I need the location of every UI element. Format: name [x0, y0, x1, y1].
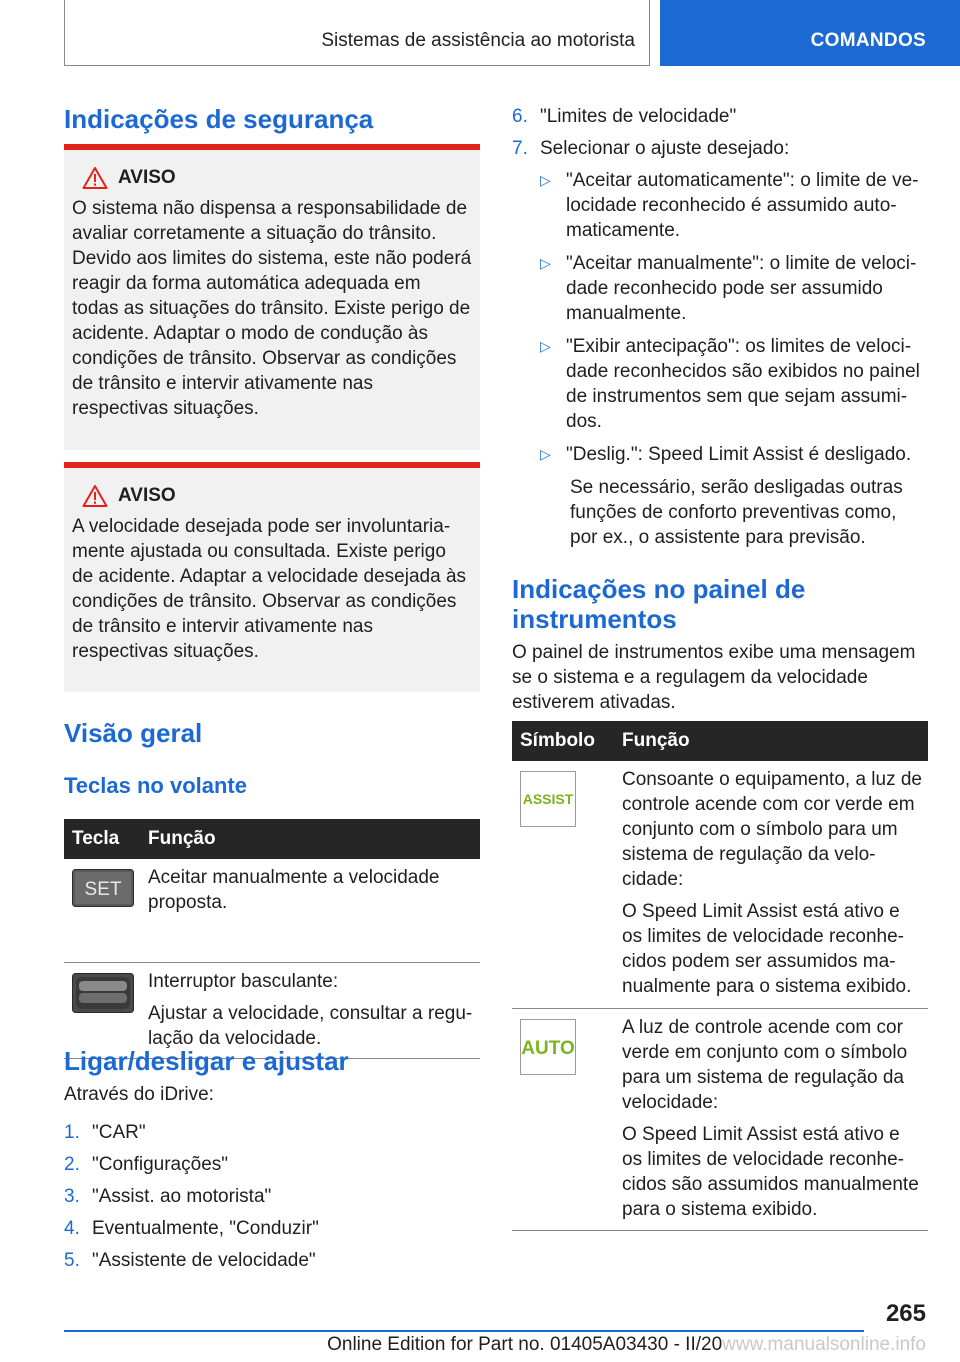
list-item	[64, 1216, 319, 1241]
footer-edition	[0, 1334, 926, 1356]
column-header-symbol: Símbolo	[520, 730, 595, 751]
auto-symbol-icon	[520, 1019, 576, 1075]
step-number: 2.	[64, 1154, 80, 1175]
option-text: "Aceitar automaticamente": o limite de velocidade reconhecido é assumido automaticamente.	[566, 170, 919, 241]
options-block	[536, 168, 928, 550]
warning-header	[82, 164, 472, 192]
options-list	[536, 168, 928, 467]
triangle-bullet-icon: ▷	[540, 338, 551, 354]
heading-safety: Indicações de segurança	[64, 104, 374, 134]
list-item	[64, 1152, 319, 1177]
step-text: "Assist. ao motorista"	[92, 1186, 272, 1207]
step-text: "Assistente de velocidade"	[92, 1250, 316, 1271]
assist-symbol-icon	[520, 771, 576, 827]
keys-table	[64, 819, 480, 1059]
warning-triangle-icon	[82, 166, 108, 190]
column-header-key: Tecla	[72, 828, 120, 849]
triangle-bullet-icon: ▷	[540, 172, 551, 188]
list-item	[64, 1184, 319, 1209]
footer-watermark: www.manualsonline.info	[722, 1334, 926, 1355]
function-text: Ajustar a velocidade, consultar a regulação da velocidade.	[148, 1003, 473, 1049]
heading-on-off-adjust: Ligar/desligar e ajustar	[64, 1046, 349, 1076]
step-number: 1.	[64, 1122, 80, 1143]
step-text: Eventualmente, "Conduzir"	[92, 1218, 319, 1239]
table-row	[64, 963, 480, 1059]
function-text: Interruptor basculante:	[148, 971, 339, 992]
list-item	[536, 251, 928, 326]
rocker-switch-image	[64, 963, 148, 1058]
table-row	[512, 761, 928, 1009]
function-cell	[622, 1009, 928, 1230]
steps-list-continued	[512, 104, 928, 168]
footer-edition-text: Online Edition for Part no. 01405A03430 - II/20	[327, 1334, 723, 1355]
list-item	[536, 442, 928, 467]
list-item	[536, 168, 928, 243]
column-header-function: Função	[148, 828, 216, 849]
list-item	[64, 1120, 319, 1145]
set-button-label: SET	[84, 879, 122, 900]
header-section-title: Sistemas de assistência ao motorista	[321, 30, 635, 51]
step-text: "Configurações"	[92, 1154, 229, 1175]
warning-triangle-icon	[82, 484, 108, 508]
list-item	[512, 104, 928, 129]
step-number: 4.	[64, 1218, 80, 1239]
function-cell	[148, 963, 480, 1058]
page-number: 265	[885, 1300, 926, 1327]
warning-title: AVISO	[118, 167, 176, 188]
symbol-cell	[512, 761, 622, 1008]
symbols-table	[512, 721, 928, 1231]
list-item	[64, 1248, 319, 1273]
warning-text: O sistema não dispensa a responsabilidade de avaliar corretamente a situação do trânsito. Devido aos limites do sistema, este não poderá reagir da forma automática adequada em todas as situações do trânsito. Existe perigo de acidente. Adaptar o modo de condução às condições de trânsito. Observar as condições de trânsito e intervir ativamente nas respectivas situações.	[72, 198, 472, 419]
column-header-function: Função	[622, 730, 690, 751]
function-cell	[622, 761, 928, 1008]
via-idrive-text: Através do iDrive:	[64, 1084, 214, 1105]
steps-list	[64, 1120, 319, 1280]
function-text: O Speed Limit Assist está ativo e os limites de velocidade reconhecidos podem ser assumidos manualmente para o sistema exibido.	[622, 901, 912, 997]
step-text: "Limites de velocidade"	[540, 106, 737, 127]
list-item	[536, 334, 928, 434]
warning-box-2	[64, 462, 480, 692]
function-text: Consoante o equipamento, a luz de controle acende com cor verde em conjunto com o símbolo para um sistema de regulação da velocidade:	[622, 769, 922, 890]
step-number: 7.	[512, 138, 528, 159]
header-section-box	[64, 0, 650, 66]
header-chapter-tab	[660, 0, 960, 66]
function-cell	[148, 859, 480, 962]
triangle-bullet-icon: ▷	[540, 255, 551, 271]
set-button-icon	[72, 869, 134, 907]
auto-symbol-label: AUTO	[521, 1038, 575, 1059]
warning-box-1	[64, 144, 480, 450]
table-row	[64, 859, 480, 963]
step-number: 5.	[64, 1250, 80, 1271]
set-button-image	[64, 859, 148, 962]
step-number: 6.	[512, 106, 528, 127]
option-text: "Exibir antecipação": os limites de velocidade reconhecidos são exibidos no painel de instrumentos sem que sejam assumidos.	[566, 336, 920, 432]
table-row	[512, 1009, 928, 1231]
cluster-intro-text: O painel de instrumentos exibe uma mensagem se o sistema e a regulagem da velocidade estiverem ativadas.	[512, 642, 916, 713]
step-text: Selecionar o ajuste desejado:	[540, 138, 790, 159]
triangle-bullet-icon: ▷	[540, 446, 551, 462]
warning-text: A velocidade desejada pode ser involuntariamente ajustada ou consultada. Existe perigo de acidente. Adaptar a velocidade desejada às condições de trânsito. Observar as condições de trânsito e intervir ativamente nas respectivas situações.	[72, 516, 467, 662]
subheading-steering-keys: Teclas no volante	[64, 773, 247, 798]
symbol-cell	[512, 1009, 622, 1230]
step-number: 3.	[64, 1186, 80, 1207]
list-item	[512, 136, 928, 161]
warning-header	[82, 482, 472, 510]
heading-cluster-indications: Indicações no painel de instrumentos	[512, 574, 806, 634]
footer-rule	[64, 1330, 864, 1332]
warning-title: AVISO	[118, 485, 176, 506]
option-text: "Aceitar manualmente": o limite de velocidade reconhecido pode ser assumido manualmente.	[566, 253, 917, 324]
rocker-switch-icon	[72, 973, 134, 1013]
heading-overview: Visão geral	[64, 718, 203, 748]
table-header	[512, 721, 928, 761]
option-text: "Deslig.": Speed Limit Assist é desligado.	[566, 444, 912, 465]
function-text: O Speed Limit Assist está ativo e os limites de velocidade reconhecidos são assumidos manualmente para o sistema exibido.	[622, 1124, 919, 1220]
options-note: Se necessário, serão desligadas outras funções de conforto preventivas como, por ex., o assistente para previsão.	[570, 477, 903, 548]
function-text: Aceitar manualmente a velocidade proposta.	[148, 867, 440, 913]
assist-symbol-label: ASSIST	[522, 791, 574, 807]
function-text: A luz de controle acende com cor verde em conjunto com o símbolo para um sistema de regulação da velocidade:	[622, 1017, 908, 1113]
step-text: "CAR"	[92, 1122, 146, 1143]
header-chapter-title: COMANDOS	[810, 30, 926, 51]
table-header	[64, 819, 480, 859]
